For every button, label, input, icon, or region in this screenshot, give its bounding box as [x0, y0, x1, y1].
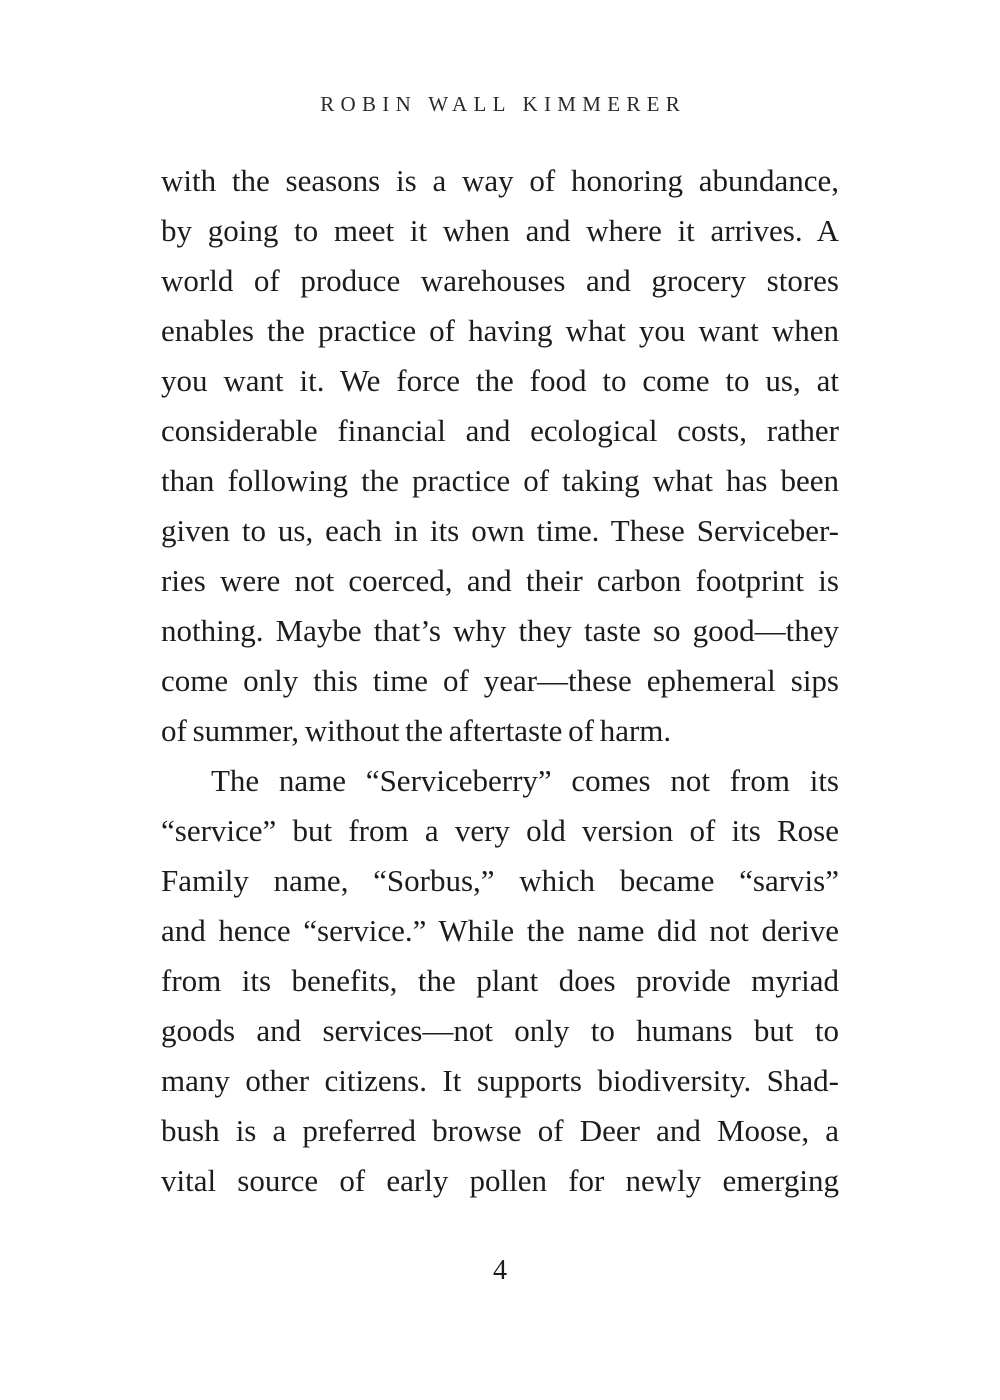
text-line: you want it. We force the food to come to us, at	[161, 363, 839, 398]
text-line: than following the practice of taking what has been	[161, 463, 839, 498]
body-text	[161, 156, 839, 1206]
text-line: The name “Serviceberry” comes not from its	[211, 763, 839, 798]
running-header: ROBIN WALL KIMMERER	[320, 92, 687, 116]
text-line: bush is a preferred browse of Deer and Moose, a	[161, 1113, 839, 1148]
text-line: considerable financial and ecological costs, rather	[161, 413, 839, 448]
text-line: and hence “service.” While the name did not derive	[161, 913, 839, 948]
text-line: come only this time of year—these ephemeral sips	[161, 663, 839, 698]
text-line: nothing. Maybe that’s why they taste so good—they	[161, 613, 839, 648]
text-line: Family name, “Sorbus,” which became “sarvis”	[161, 863, 839, 898]
text-line: enables the practice of having what you want when	[161, 313, 839, 348]
text-line: ries were not coerced, and their carbon footprint is	[161, 563, 839, 598]
text-line: from its benefits, the plant does provide myriad	[161, 963, 839, 998]
text-line: “service” but from a very old version of its Rose	[161, 813, 839, 848]
text-line: given to us, each in its own time. These Serviceber-	[161, 513, 839, 548]
text-line: with the seasons is a way of honoring abundance,	[161, 163, 839, 198]
text-line: by going to meet it when and where it arrives. A	[161, 213, 839, 248]
text-line: of summer, without the aftertaste of harm.	[161, 713, 672, 748]
text-line: many other citizens. It supports biodiversity. Shad-	[161, 1063, 839, 1098]
page-number: 4	[493, 1255, 507, 1286]
text-line: vital source of early pollen for newly emerging	[161, 1163, 839, 1198]
text-line: goods and services—not only to humans but to	[161, 1013, 839, 1048]
text-line: world of produce warehouses and grocery stores	[161, 263, 839, 298]
